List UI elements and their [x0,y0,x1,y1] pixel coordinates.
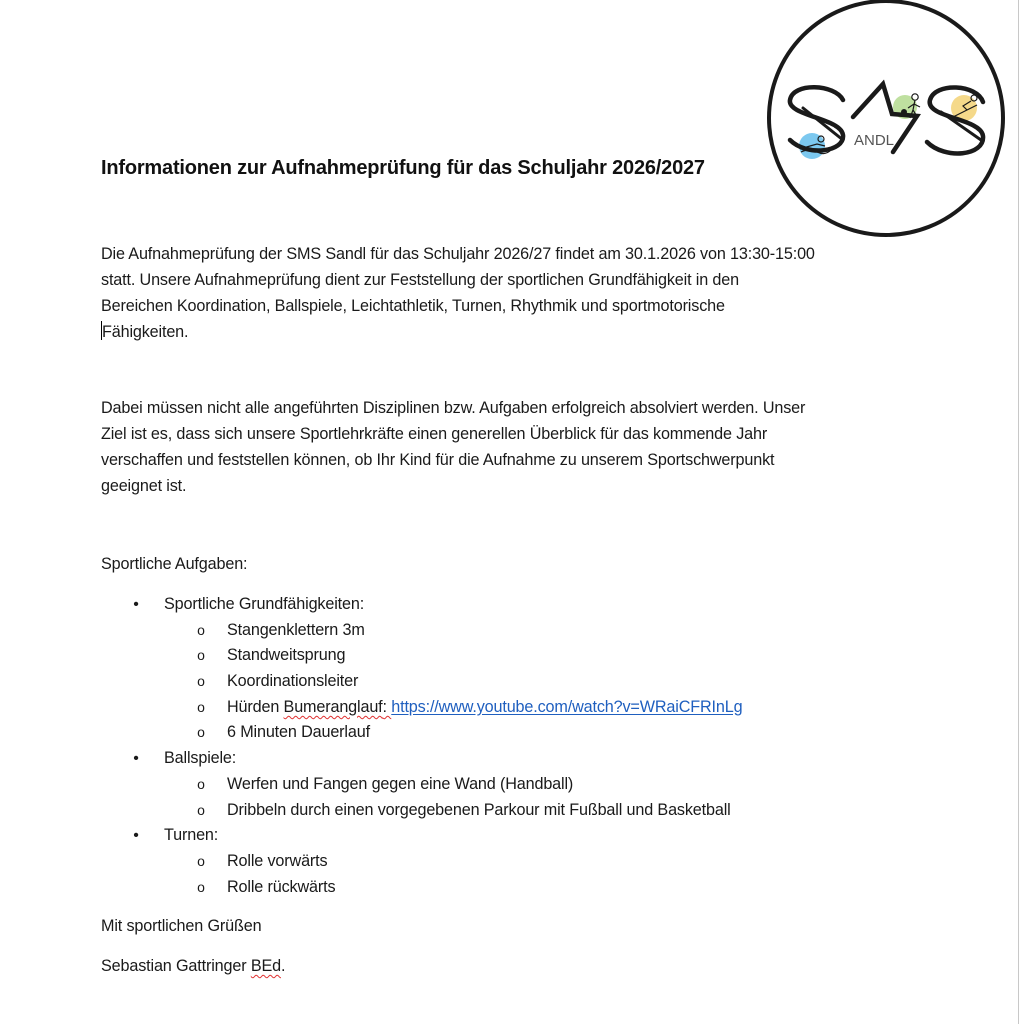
circle-bullet-icon: o [197,673,205,690]
goal-paragraph [101,395,911,499]
task-item [0,643,1000,669]
bullet-icon: • [133,827,139,845]
task-item [0,720,1000,746]
misspelled-word[interactable]: BEd [250,957,281,975]
task-item-colon: : [382,697,392,716]
school-logo [765,0,1007,240]
task-item-text: Stangenklettern 3m [227,620,365,639]
bullet-icon: • [133,750,139,768]
circle-bullet-icon: o [197,724,205,741]
task-item [0,849,1000,875]
paragraph-line: Ziel ist es, dass sich unsere Sportlehrkräfte einen generellen Überblick für das kommende Jahr [101,425,768,443]
task-item-text: Rolle vorwärts [227,851,328,870]
task-group [0,592,1000,618]
paragraph-line: geeignet ist. [101,477,187,495]
task-group [0,823,1000,849]
circle-bullet-icon: o [197,647,205,664]
tasks-heading: Sportliche Aufgaben: [101,555,248,573]
circle-bullet-icon: o [197,878,205,895]
paragraph-line: verschaffen und feststellen können, ob Ihr Kind für die Aufnahme zu unserem Sportschwerpunkt [101,451,775,469]
paragraph-line-text: Fähigkeiten. [102,323,189,341]
ball-icon [901,109,907,115]
task-group-label: Turnen: [164,826,219,845]
paragraph-line: Die Aufnahmeprüfung der SMS Sandl für das Schuljahr 2026/27 findet am 30.1.2026 von 13:30-15:00 [101,245,815,263]
task-item-text: Werfen und Fangen gegen eine Wand (Handball) [227,774,574,793]
task-group [0,746,1000,772]
task-item-text: Standweitsprung [227,646,346,665]
task-item-text: 6 Minuten Dauerlauf [227,723,370,742]
task-item-text [227,695,742,721]
task-item-text: Rolle rückwärts [227,877,336,896]
task-group-label: Ballspiele: [164,749,237,768]
youtube-link[interactable]: https://www.youtube.com/watch?v=WRaiCFRInLg [391,697,743,716]
task-item-text: Koordinationsleiter [227,672,359,691]
signature [101,953,285,979]
task-item [0,669,1000,695]
circle-bullet-icon: o [197,698,205,715]
paragraph-line [101,319,911,345]
paragraph-line: statt. Unsere Aufnahmeprüfung dient zur Feststellung der sportlichen Grundfähigkeit in den [101,271,739,289]
logo-sandl-text: ANDL [854,132,895,149]
circle-bullet-icon: o [197,801,205,818]
task-item [0,772,1000,798]
paragraph-line: Dabei müssen nicht alle angeführten Disziplinen bzw. Aufgaben erfolgreich absolviert werden. Unser [101,399,806,417]
circle-bullet-icon: o [197,621,205,638]
closing-greeting: Mit sportlichen Grüßen [101,917,262,935]
signature-suffix: . [280,957,286,975]
signature-name: Sebastian Gattringer [101,957,251,975]
task-item-text: Dribbeln durch einen vorgegebenen Parkour mit Fußball und Basketball [227,800,731,819]
circle-bullet-icon: o [197,775,205,792]
task-item-prefix: Hürden [227,697,284,716]
circle-bullet-icon: o [197,852,205,869]
page-edge-divider [1018,0,1019,1024]
task-item [0,695,1000,721]
task-group-label: Sportliche Grundfähigkeiten: [164,595,365,613]
task-item [0,798,1000,824]
intro-paragraph [101,241,911,345]
bullet-icon: • [133,596,139,613]
misspelled-word[interactable]: Bumeranglauf [283,697,383,716]
paragraph-line: Bereichen Koordination, Ballspiele, Leichtathletik, Turnen, Rhythmik und sportmotorische [101,297,725,315]
task-item [0,875,1000,901]
task-item [0,618,1000,644]
tasks-list [0,592,1000,900]
document-title: Informationen zur Aufnahmeprüfung für das Schuljahr 2026/2027 [101,157,705,179]
